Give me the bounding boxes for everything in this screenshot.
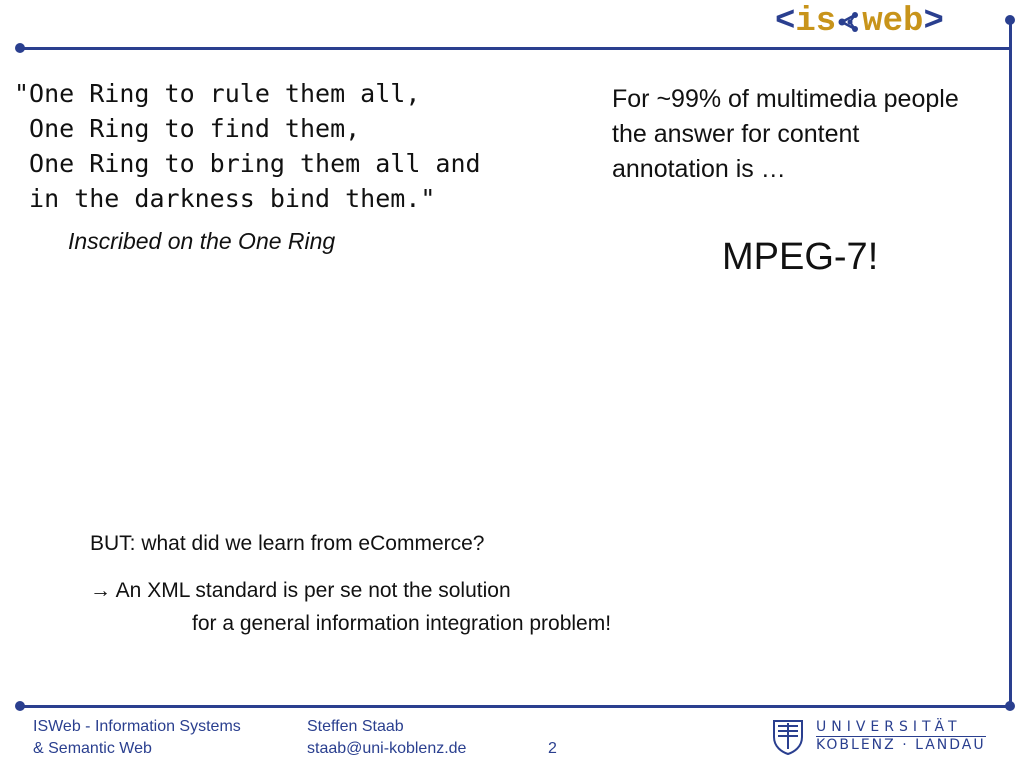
bottom-frame-line — [20, 705, 1010, 708]
footer-author-email: staab@uni-koblenz.de — [307, 740, 467, 757]
footer-author — [307, 716, 466, 760]
page-number: 2 — [548, 740, 557, 757]
logo-right-bracket: > — [923, 3, 944, 41]
ecommerce-question: BUT: what did we learn from eCommerce? — [90, 532, 485, 555]
isweb-network-icon — [838, 11, 860, 33]
top-frame-line — [20, 47, 1010, 50]
isweb-logo — [775, 2, 944, 42]
footer-author-name: Steffen Staab — [307, 718, 404, 735]
multimedia-statement: For ~99% of multimedia people the answer for content annotation is … — [612, 85, 959, 183]
footer-org — [33, 716, 241, 760]
university-logo — [770, 716, 986, 756]
dot-end-right — [1005, 15, 1015, 25]
footer-org-line2: & Semantic Web — [33, 740, 152, 757]
logo-left-bracket: < — [775, 3, 796, 41]
conclusion-line-1: → An XML standard is per se not the solution — [90, 579, 511, 602]
footer-org-line1: ISWeb - Information Systems — [33, 718, 241, 735]
university-name: UNIVERSITÄT — [816, 718, 962, 735]
dot-start-bottom — [15, 701, 25, 711]
conclusion-line-2: for a general information integration problem! — [192, 612, 612, 635]
logo-text-web: web — [862, 3, 924, 41]
mpeg7-answer: MPEG-7! — [722, 236, 879, 278]
dot-start-top — [15, 43, 25, 53]
university-crest — [770, 717, 806, 755]
quote-source: Inscribed on the One Ring — [68, 228, 336, 254]
logo-text-is: is — [795, 3, 837, 41]
dot-end-bottom — [1005, 701, 1015, 711]
university-location: KOBLENZ · LANDAU — [816, 736, 986, 753]
one-ring-quote: "One Ring to rule them all, One Ring to find them, One Ring to bring them all and in the darkness bind them." — [14, 79, 481, 213]
right-frame-line — [1009, 20, 1012, 708]
